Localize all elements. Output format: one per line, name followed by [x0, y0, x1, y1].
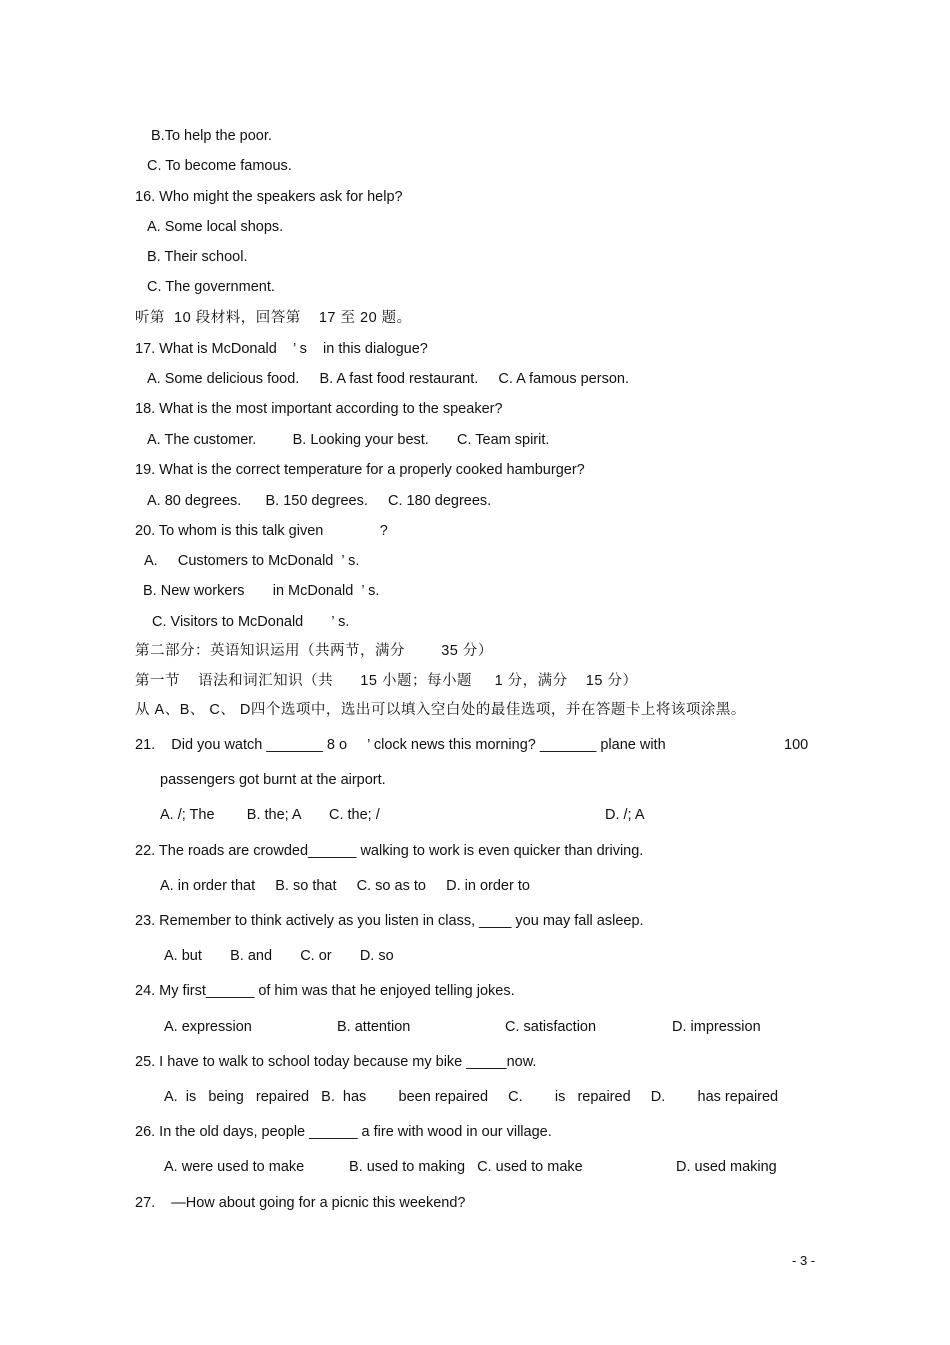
option-line: A. The customer. B. Looking your best. C. Team spirit. [147, 432, 550, 448]
question-line: 19. What is the correct temperature for a properly cooked hamburger? [135, 462, 585, 478]
option-line: C. Visitors to McDonald ’ s. [152, 614, 350, 630]
section-heading: 第一节 语法和词汇知识（共 15 小题；每小题 1 分，满分 15 分） [135, 673, 638, 689]
option-line: B.To help the poor. [151, 128, 272, 144]
option-line: A. is being repaired B. has been repaired C. is repaired D. has repaired [164, 1089, 779, 1105]
option-line: A. 80 degrees. B. 150 degrees. C. 180 degrees. [147, 493, 492, 509]
option-a: A. were used to make [164, 1159, 305, 1175]
option-line: A. /; The B. the; A C. the; / [160, 807, 380, 823]
question-line: 18. What is the most important according to the speaker? [135, 401, 503, 417]
question-line: 16. Who might the speakers ask for help? [135, 189, 403, 205]
question-line: 23. Remember to think actively as you listen in class, ____ you may fall asleep. [135, 913, 644, 929]
option-line: A. Some delicious food. B. A fast food restaurant. C. A famous person. [147, 371, 629, 387]
option-a: A. expression [164, 1019, 252, 1035]
section-instruction: 从 A、B、 C、 D四个选项中，选出可以填入空白处的最佳选项，并在答题卡上将该项涂黑。 [135, 702, 746, 718]
option-line: C. To become famous. [147, 158, 292, 174]
question-line: 25. I have to walk to school today because my bike _____now. [135, 1054, 537, 1070]
option-line: B. New workers in McDonald ’ s. [143, 583, 380, 599]
question-line: passengers got burnt at the airport. [160, 772, 386, 788]
option-line: C. The government. [147, 279, 275, 295]
option-b: B. attention [337, 1019, 411, 1035]
question-line: 22. The roads are crowded______ walking to work is even quicker than driving. [135, 843, 644, 859]
question-line: 26. In the old days, people ______ a fire with wood in our village. [135, 1124, 552, 1140]
question-line: 21. Did you watch _______ 8 o ’ clock news this morning? _______ plane with [135, 737, 666, 753]
question-line: 27. —How about going for a picnic this weekend? [135, 1195, 466, 1211]
page-number: - 3 - [792, 1253, 816, 1268]
option-c: C. satisfaction [505, 1019, 597, 1035]
question-line-end: 100 [784, 737, 809, 753]
question-line: 20. To whom is this talk given ? [135, 523, 388, 539]
option-line: A. Customers to McDonald ’ s. [144, 553, 360, 569]
question-line: 17. What is McDonald ’ s in this dialogue? [135, 341, 428, 357]
option-d: D. impression [672, 1019, 761, 1035]
option-d: D. /; A [605, 807, 645, 823]
option-line: A. but B. and C. or D. so [164, 948, 394, 964]
option-bc: B. used to making C. used to make [349, 1159, 583, 1175]
option-line: B. Their school. [147, 249, 248, 265]
part-heading: 第二部分：英语知识运用（共两节，满分 35 分） [135, 643, 493, 659]
option-d: D. used making [676, 1159, 777, 1175]
option-line: A. in order that B. so that C. so as to D. in order to [160, 878, 530, 894]
question-line: 24. My first______ of him was that he enjoyed telling jokes. [135, 983, 515, 999]
option-line: A. Some local shops. [147, 219, 284, 235]
section-instruction: 听第 10 段材料，回答第 17 至 20 题。 [135, 310, 412, 326]
